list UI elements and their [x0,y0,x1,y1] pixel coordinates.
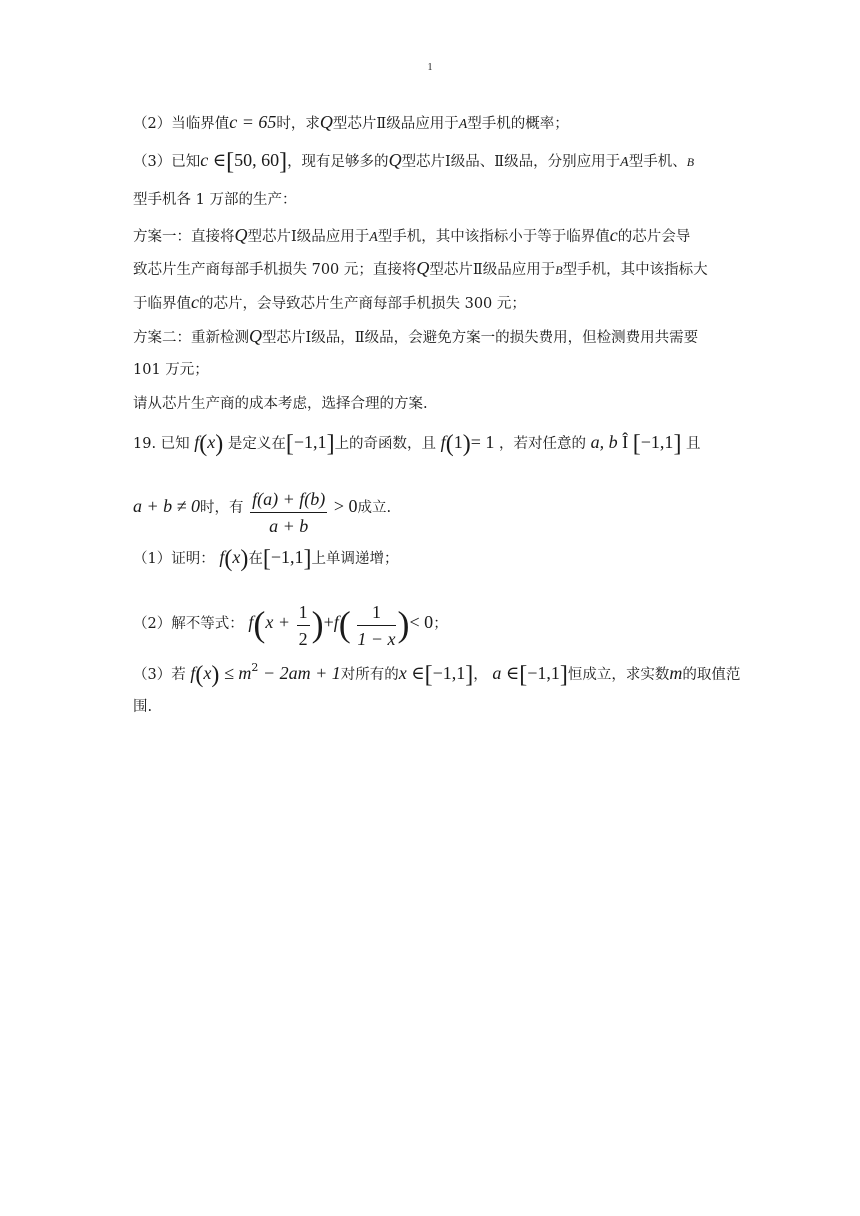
question-number: 19. [133,436,157,452]
plan-two-line-2: 101 万元； [133,362,209,378]
question-19-stem: 19. 已知 f(x) 是定义在[−1,1]上的奇函数，且 f(1)= 1 ，若对任意的 a, b Î [−1,1] 且 [133,431,701,457]
question-18-part-2: （2）当临界值c = 65时，求Q型芯片Ⅱ级品应用于A型手机的概率； [133,112,569,132]
choose-plan-instruction: 请从芯片生产商的成本考虑，选择合理的方案. [133,396,428,412]
question-19-condition: a + b ≠ 0时，有 $\frac{f(a) + f(b)}{a + b}$ > 0成立. [133,489,392,536]
math-c-equals-65: c = 65 [229,112,277,132]
question-19-part-3: （3）若 $f(x) \le m^2 - 2am + 1$对所有的x ∈[−1,1]， a ∈[−1,1]恒成立，求实数m的取值范 [133,661,741,688]
fraction-one-half: $\frac{1}{2}$ [298,602,308,649]
page-number: 1 [427,62,433,73]
plan-two-line-1: 方案二：重新检测Q型芯片Ⅰ级品，Ⅱ级品，会避免方案一的损失费用，但检测费用共需要 [133,326,699,346]
fraction-one-over-one-minus-x: $\frac{1}{1 - x}$ [357,602,396,649]
question-19-part-3-line-2: 围. [133,699,153,715]
question-19-part-1: （1）证明： f(x)在[−1,1]上单调递增； [133,546,399,572]
math-interval-50-60: 50, 60 [234,150,280,170]
question-19-part-2: （2）解不等式： f(x + $\frac{1}{2}$ )+f( $\frac{1}{1 - x}$ )< 0； [133,602,448,649]
plan-one-line-2: 致芯片生产商每部手机损失 700 元；直接将Q型芯片Ⅱ级品应用于B型手机，其中该指标大 [133,258,708,278]
question-18-part-3: （3）已知c ∈[50, 60]，现有足够多的Q型芯片Ⅰ级品、Ⅱ级品，分别应用于A型手机、B [133,149,695,175]
plan-one-line-3: 于临界值c的芯片，会导致芯片生产商每部手机损失 300 元； [133,292,526,312]
plan-one-line-1: 方案一：直接将Q型芯片Ⅰ级品应用于A型手机，其中该指标小于等于临界值c的芯片会导 [133,225,691,245]
question-18-part-3-line-2: 型手机各 1 万部的生产： [133,192,297,208]
fraction-fa-plus-fb-over-a-plus-b: $\frac{f(a) + f(b)}{a + b}$ [252,489,326,536]
